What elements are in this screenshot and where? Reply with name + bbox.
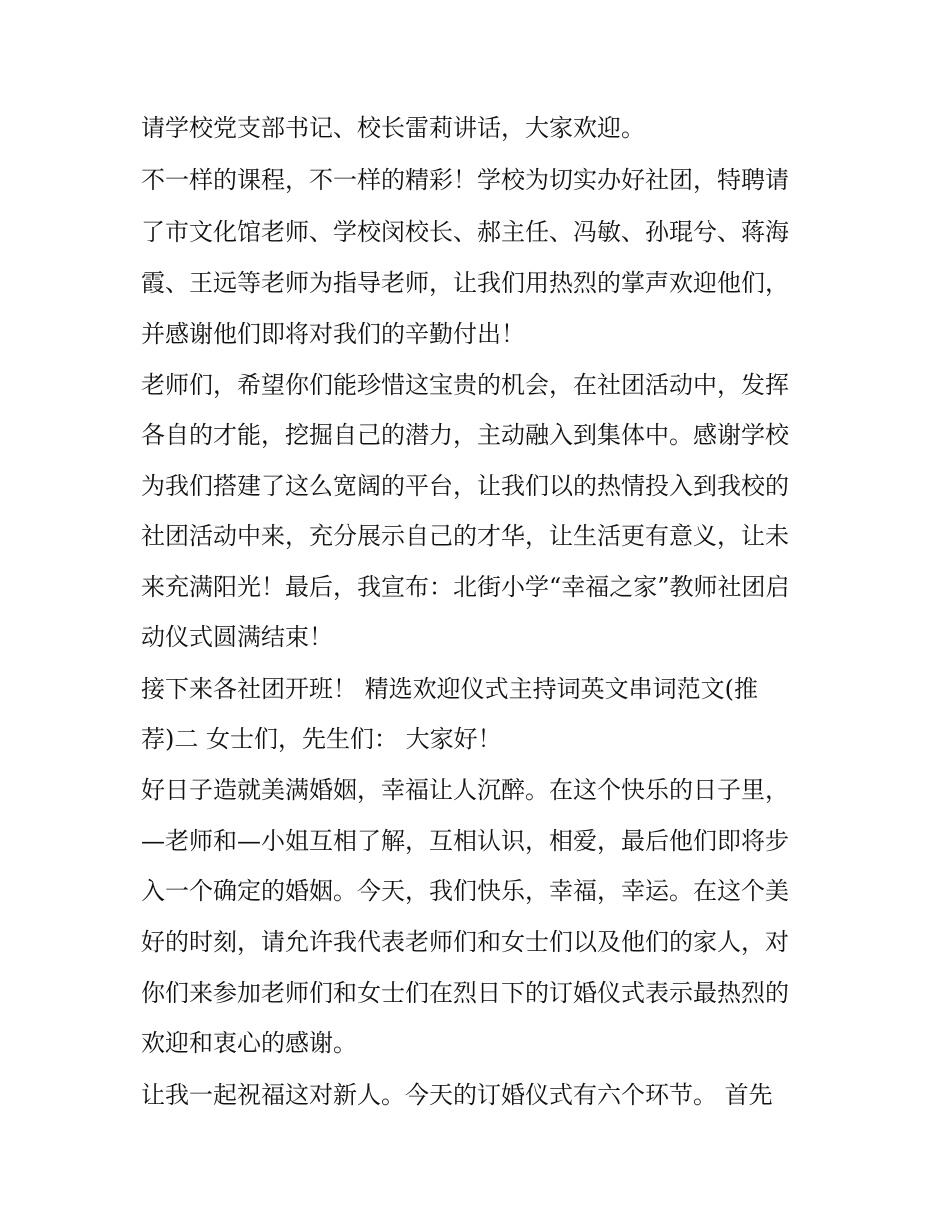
text-line: 你们来参加老师们和女士们在烈日下的订婚仪式表示最热烈的 — [141, 979, 789, 1007]
text-line: 不一样的课程，不一样的精彩！学校为切实办好社团，特聘请 — [141, 166, 789, 194]
text-line: 社团活动中来，充分展示自己的才华，让生活更有意义，让未 — [141, 522, 789, 550]
text-line: 为我们搭建了这么宽阔的平台，让我们以的热情投入到我校的 — [141, 472, 789, 500]
text-line: 欢迎和衷心的感谢。 — [141, 1029, 357, 1057]
text-line: 来充满阳光！最后，我宣布：北街小学“幸福之家”教师社团启 — [141, 573, 790, 601]
text-line: 荐)二 女士们，先生们： 大家好！ — [141, 725, 502, 753]
text-line: 好的时刻，请允许我代表老师们和女士们以及他们的家人，对 — [141, 928, 789, 956]
text-line: 老师们，希望你们能珍惜这宝贵的机会，在社团活动中，发挥 — [141, 371, 789, 399]
text-line: —老师和—小姐互相了解，互相认识，相爱，最后他们即将步 — [141, 827, 789, 855]
text-line: 霞、王远等老师为指导老师，让我们用热烈的掌声欢迎他们， — [141, 269, 789, 297]
text-line: 各自的才能，挖掘自己的潜力，主动融入到集体中。感谢学校 — [141, 421, 789, 449]
text-line: 让我一起祝福这对新人。今天的订婚仪式有六个环节。 首先 — [141, 1081, 773, 1109]
text-line: 动仪式圆满结束！ — [141, 623, 333, 651]
text-line: 接下来各社团开班！ 精选欢迎仪式主持词英文串词范文(推 — [141, 675, 758, 703]
text-line: 好日子造就美满婚姻，幸福让人沉醉。在这个快乐的日子里， — [141, 776, 789, 804]
text-line: 入一个确定的婚姻。今天，我们快乐，幸福，幸运。在这个美 — [141, 877, 789, 905]
text-line: 了市文化馆老师、学校闵校长、郝主任、冯敏、孙琨兮、蒋海 — [141, 218, 789, 246]
text-line: 请学校党支部书记、校长雷莉讲话，大家欢迎。 — [141, 114, 645, 142]
text-line: 并感谢他们即将对我们的辛勤付出！ — [141, 320, 525, 348]
